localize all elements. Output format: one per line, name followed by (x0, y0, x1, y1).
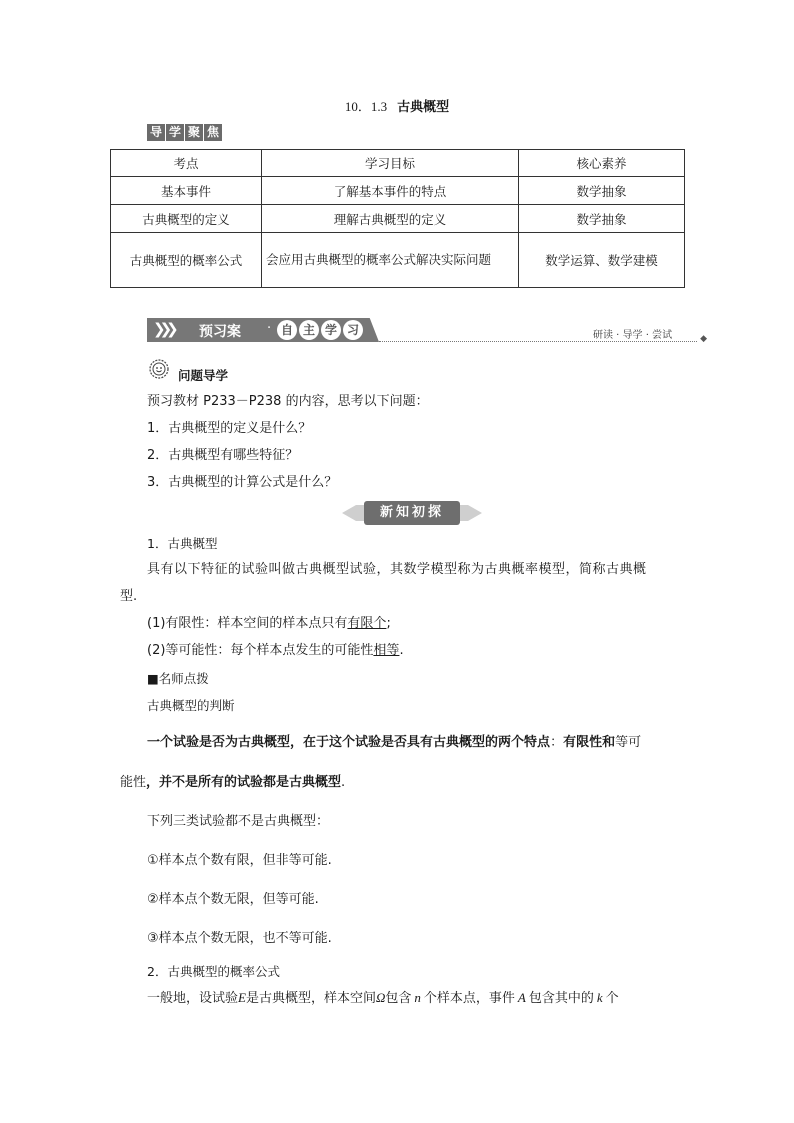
tip-text: ，并不是所有的试验都是 (146, 775, 290, 790)
chevron-right-icon: ❯❯❯ (153, 320, 173, 338)
banner-circles (277, 320, 363, 340)
diamond-icon: ◆ (700, 334, 707, 344)
section-heading: 1．古典概型 (147, 536, 218, 551)
guide-intro: 预习教材 P233－P238 的内容，思考以下问题： (147, 394, 429, 409)
table-cell: 数学抽象 (519, 205, 685, 233)
tip-text: ，在于这个试验是否具有 (290, 735, 434, 750)
table-header-cell: 学习目标 (262, 150, 519, 177)
badge-char: 学 (166, 124, 184, 141)
tip-label: ■名师点拨 (147, 671, 209, 686)
guide-question: 3．古典概型的计算公式是什么？ (147, 475, 338, 490)
table-cell: 古典概型的定义 (111, 205, 262, 233)
table-row (111, 177, 685, 205)
tip-text: 一个试验是否为 (147, 735, 239, 750)
preview-banner (147, 318, 707, 344)
table-cell: 古典概型的概率公式 (111, 233, 262, 288)
banner-circle-char: 习 (343, 320, 363, 340)
formula-text: 包含 (385, 991, 412, 1006)
feature-blank: 有限个 (347, 616, 387, 631)
table-cell: 了解基本事件的特点 (262, 177, 519, 205)
tip-line (120, 771, 345, 790)
new-knowledge-ribbon (342, 501, 482, 525)
table-row (111, 205, 685, 233)
formula-var: E (238, 990, 246, 1005)
tip-text: 等可 (615, 735, 642, 750)
banner-right-text: 研读 · 导学 · 尝试 (593, 330, 673, 341)
tip-case: ②样本点个数无限，但等可能. (147, 892, 319, 907)
guide-question: 2．古典概型有哪些特征？ (147, 448, 299, 463)
table-cell: 数学抽象 (519, 177, 685, 205)
section-paragraph-cont: 型. (120, 589, 138, 604)
tip-text: 古典概型的两个特点 (433, 735, 551, 750)
tip-text: . (341, 775, 346, 790)
banner-label: 预习案 (199, 324, 241, 340)
banner-circle-char: 主 (299, 320, 319, 340)
tip-text: 和 (602, 735, 616, 750)
badge-char: 聚 (185, 124, 203, 141)
table-row (111, 233, 685, 288)
table-header-cell: 考点 (111, 150, 262, 177)
badge-char: 焦 (204, 124, 222, 141)
formula-var: k (596, 990, 603, 1005)
tip-text: ： (550, 735, 564, 750)
feature-blank: 相等 (373, 643, 400, 658)
tip-text: 能性 (120, 775, 147, 790)
table-cell: 会应用古典概型的概率公式解决实际问题 (262, 233, 519, 288)
guide-focus-badge (147, 124, 222, 141)
tip-text: 有限性 (563, 735, 603, 750)
formula-text: 是古典概型，样本空间 (245, 991, 376, 1006)
table-header-row (111, 150, 685, 177)
feature-item (147, 615, 391, 633)
formula-var: n (414, 990, 421, 1005)
formula-text: 个样本点，事件 (423, 991, 515, 1006)
sun-face-icon (149, 359, 169, 379)
learning-goals-table (110, 149, 685, 288)
guide-title: 问题导学 (178, 368, 229, 383)
feature-text: (2)等可能性：每个样本点发生的可能性 (147, 643, 374, 658)
banner-dotted-rule (379, 341, 697, 342)
table-cell: 基本事件 (111, 177, 262, 205)
section-paragraph: 具有以下特征的试验叫做古典概型试验，其数学模型称为古典概率模型，简称古典概 (147, 562, 647, 577)
banner-separator: · (267, 321, 272, 336)
table-header-cell: 核心素养 (519, 150, 685, 177)
tip-title: 古典概型的判断 (147, 698, 235, 713)
section-number: 10．1.3 (344, 99, 388, 114)
tip-text: 古典概型 (289, 775, 342, 790)
tip-case: ③样本点个数无限，也不等可能. (147, 931, 332, 946)
feature-item (147, 642, 404, 660)
ribbon-label: 新知初探 (364, 501, 460, 525)
feature-punct: . (399, 643, 404, 658)
tip-line: 下列三类试验都不是古典概型： (147, 814, 330, 829)
table-cell: 数学运算、数学建模 (519, 233, 685, 288)
table-cell: 理解古典概型的定义 (262, 205, 519, 233)
page-title (0, 96, 794, 115)
formula-var: A (517, 990, 526, 1005)
formula-text: 包含其中的 (528, 991, 594, 1006)
guide-question: 1．古典概型的定义是什么？ (147, 421, 312, 436)
badge-char: 导 (147, 124, 165, 141)
formula-var: Ω (375, 990, 386, 1005)
formula-text: 一般地，设试验 (147, 991, 239, 1006)
tip-case: ①样本点个数有限，但非等可能. (147, 853, 332, 868)
section-title: 古典概型 (397, 100, 450, 115)
tip-line (147, 731, 641, 750)
section-heading: 2．古典概型的概率公式 (147, 964, 280, 979)
feature-punct: ; (386, 616, 391, 631)
tip-text: 古典概型 (238, 735, 291, 750)
banner-circle-char: 学 (321, 320, 341, 340)
banner-circle-char: 自 (277, 320, 297, 340)
feature-text: (1)有限性：样本空间的样本点只有 (147, 616, 348, 631)
formula-intro (147, 989, 619, 1008)
formula-text: 个 (605, 991, 619, 1006)
